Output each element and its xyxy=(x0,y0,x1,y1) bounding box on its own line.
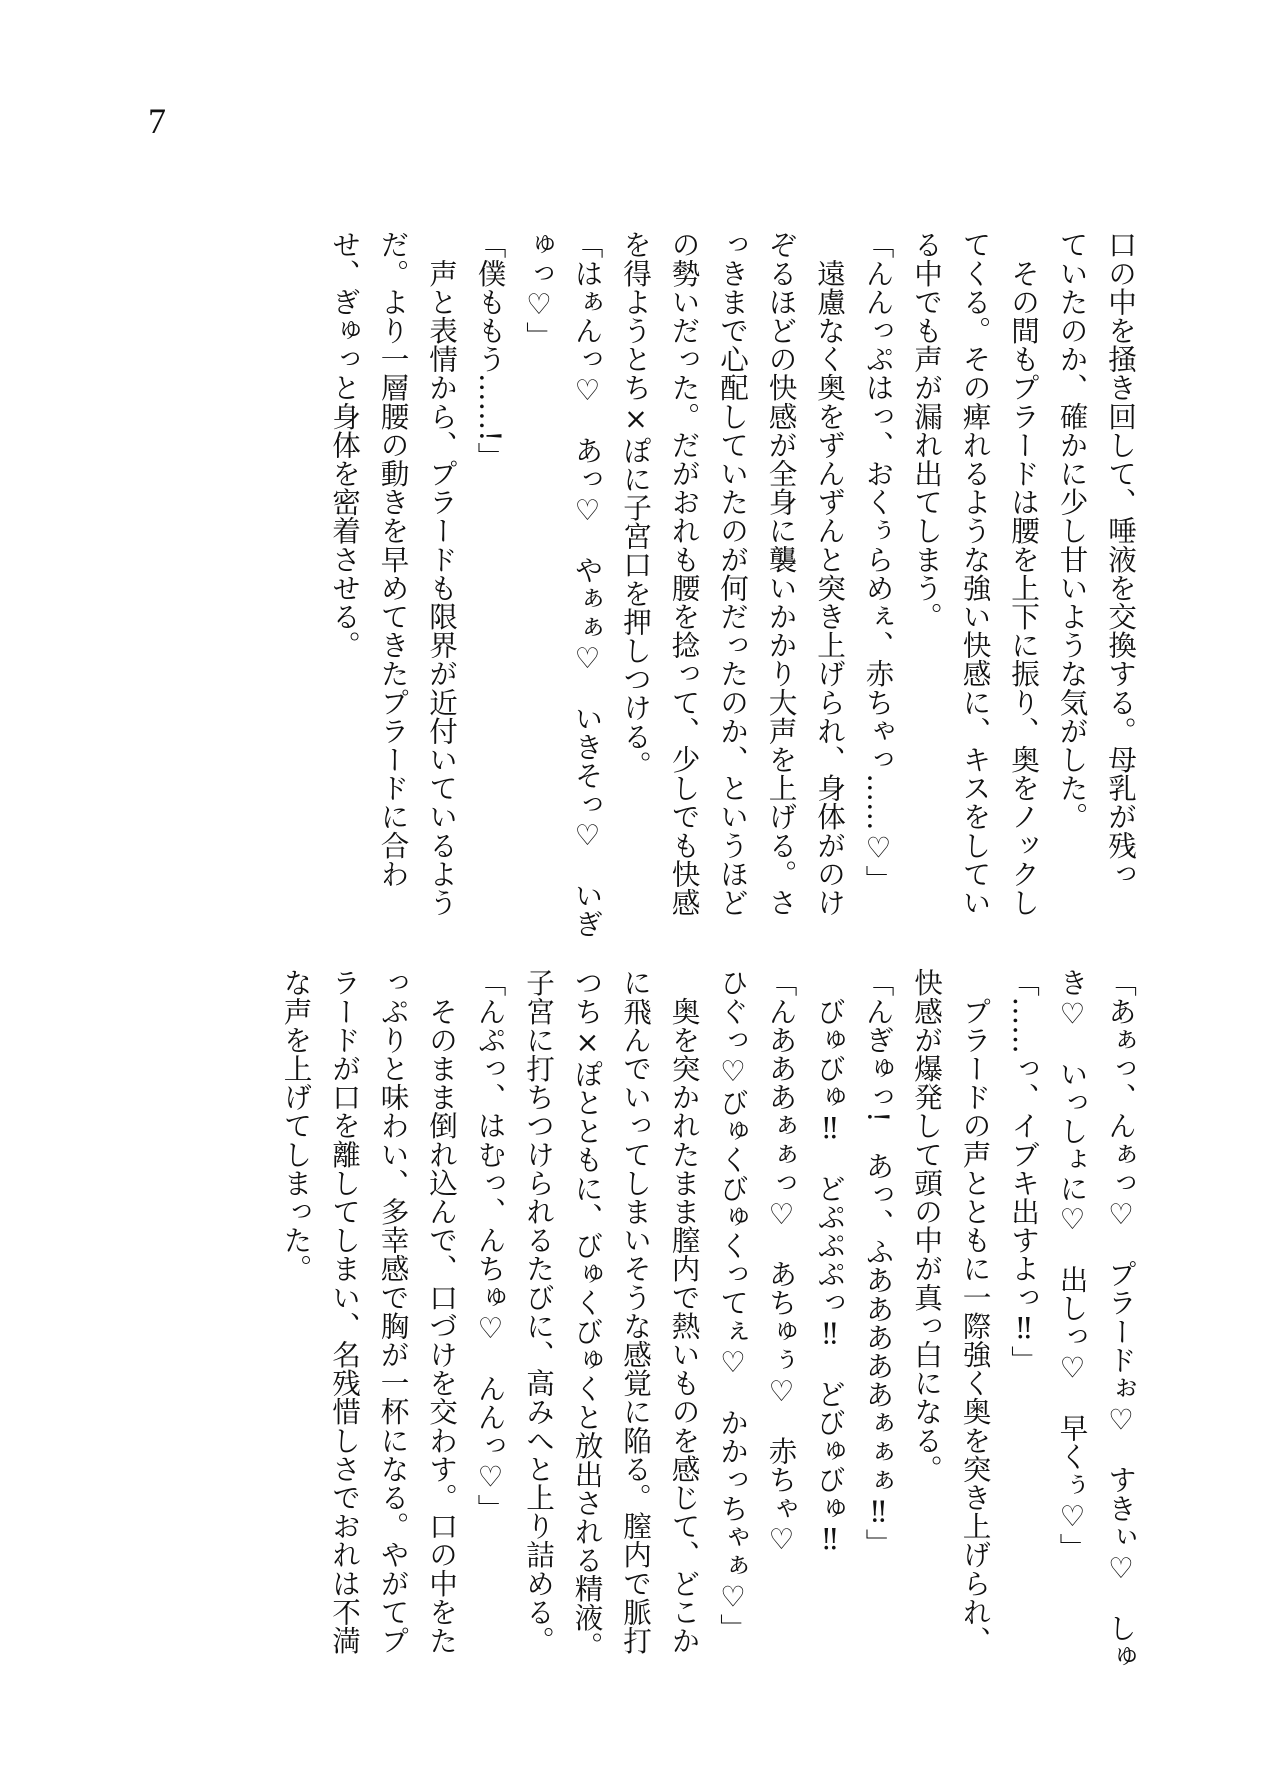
text-column: ゅっ♡」 xyxy=(522,230,556,350)
text-column: ラードが口を離してしまい、名残惜しさでおれは不満 xyxy=(328,968,362,1655)
text-column: 「僕ももう……!」 xyxy=(473,230,508,471)
text-column: 声と表情から、プラードも限界が近付いているよう xyxy=(425,230,459,917)
text-column: 「んんっぷはっ、おくぅらめぇ、赤ちゃっ……♡」 xyxy=(861,230,896,894)
text-column: 「んぷっ、はむっ、んちゅ♡ んんっ♡」 xyxy=(473,968,508,1523)
text-column: の勢いだった。だがおれも腰を捻って、少しでも快感 xyxy=(667,230,702,917)
text-column: き♡ いっしょに♡ 出しっ♡ 早くぅ♡」 xyxy=(1055,968,1090,1562)
text-column: ていたのか、確かに少し甘いような気がした。 xyxy=(1055,230,1090,831)
text-column: ぞるほどの快感が全身に襲いかかり大声を上げる。さ xyxy=(764,230,799,917)
text-column: を得ようとち×ぽに子宮口を押しつける。 xyxy=(619,230,653,779)
text-column: 奥を突かれたまま膣内で熱いものを感じて、どこか xyxy=(667,968,702,1655)
text-column: 遠慮なく奥をずんずんと突き上げられ、身体がのけ xyxy=(813,230,847,917)
text-column: 快感が爆発して頭の中が真っ白になる。 xyxy=(910,968,944,1483)
text-column: っぷりと味わい、多幸感で胸が一杯になる。やがてプ xyxy=(376,968,411,1655)
text-column: プラードの声とともに一際強く奥を突き上げられ、 xyxy=(958,968,993,1655)
text-column: せ、ぎゅっと身体を密着させる。 xyxy=(328,230,362,659)
text-block-bottom xyxy=(272,968,1145,1728)
text-column: 「……っ、イブキ出すよっ‼」 xyxy=(1007,968,1041,1374)
text-column: つち×ぽとともに、びゅくびゅくと放出される精液。 xyxy=(570,968,605,1660)
text-column: びゅびゅ‼ どぷぷぷっ‼ どびゅびゅ‼ xyxy=(813,968,847,1557)
text-column: 「んあああぁぁっ♡ あちゅぅ♡ 赤ちゃ♡ xyxy=(764,968,799,1557)
text-block-top xyxy=(321,230,1146,938)
page-number: 7 xyxy=(148,101,166,141)
text-column: に飛んでいってしまいそうな感覚に陥る。膣内で脈打 xyxy=(619,968,653,1655)
text-column: そのまま倒れ込んで、口づけを交わす。口の中をた xyxy=(425,968,459,1655)
text-column: 子宮に打ちつけられるたびに、高みへと上り詰める。 xyxy=(522,968,556,1655)
text-column: な声を上げてしまった。 xyxy=(279,968,314,1283)
text-column: っきまで心配していたのが何だったのか、というほど xyxy=(716,230,750,917)
text-column: る中でも声が漏れ出てしまう。 xyxy=(910,230,944,631)
text-column: てくる。その痺れるような強い快感に、キスをしてい xyxy=(958,230,993,917)
text-column: 「はぁんっ♡ あっ♡ やぁぁ♡ いきそっ♡ いぎ xyxy=(570,230,605,938)
text-column: だ。より一層腰の動きを早めてきたプラードに合わ xyxy=(376,230,411,888)
text-column: ひぐっ♡びゅくびゅくってぇ♡ かかっちゃぁ♡」 xyxy=(716,968,750,1642)
text-column: 「んぎゅっ! あっ、ふあああああぁぁぁ‼」 xyxy=(861,968,896,1557)
text-column: その間もプラードは腰を上下に振り、奥をノックし xyxy=(1007,230,1041,917)
text-column: 口の中を掻き回して、唾液を交換する。母乳が残っ xyxy=(1104,230,1138,888)
text-column: 「あぁっ、んぁっ♡ プラードぉ♡ すきぃ♡ しゅ xyxy=(1104,968,1138,1671)
